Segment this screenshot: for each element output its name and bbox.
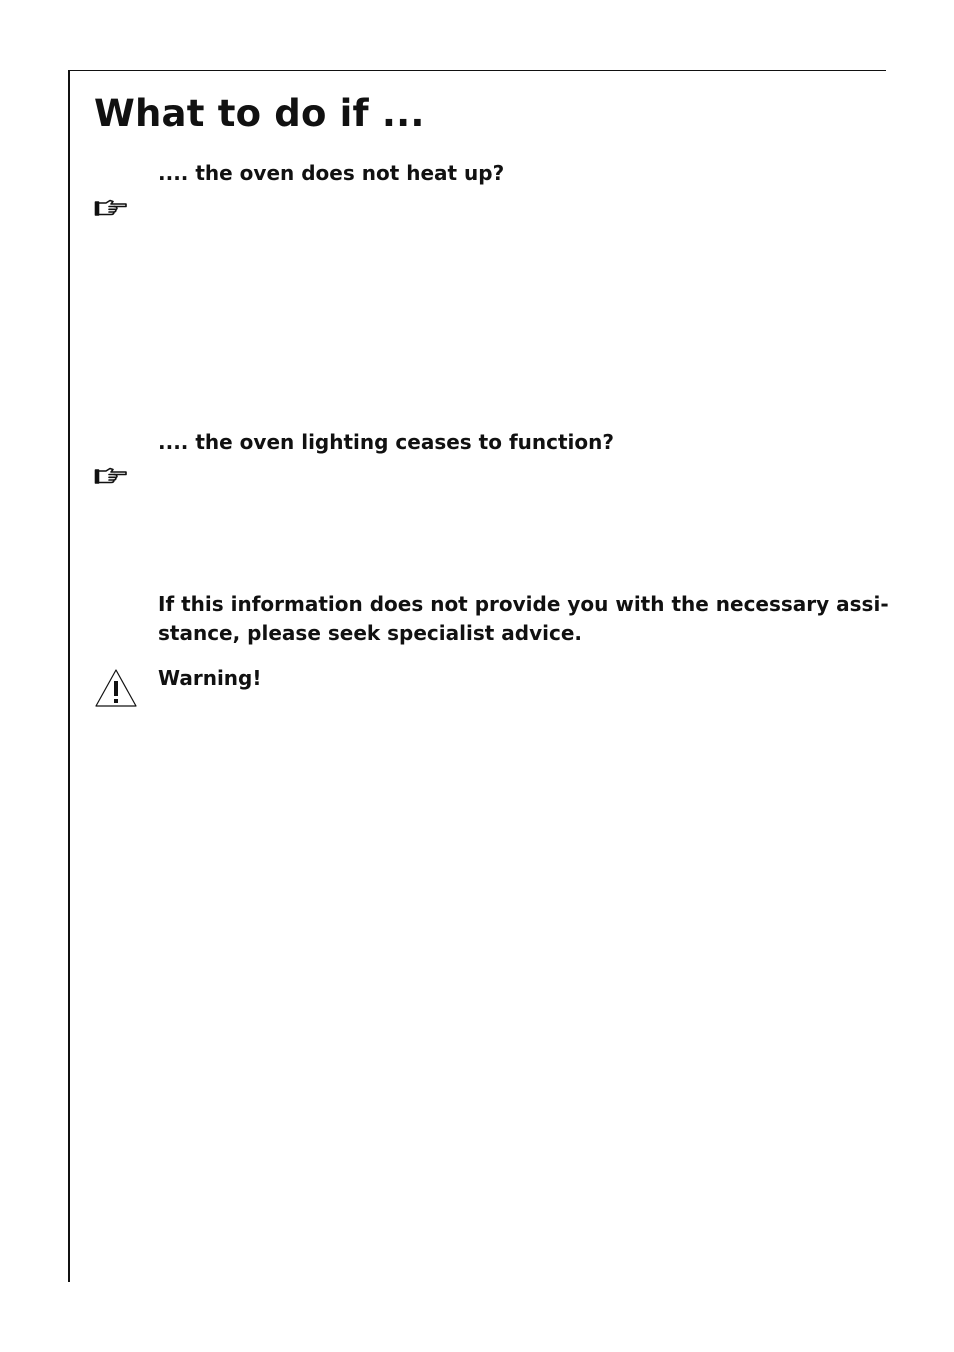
section-heading-lighting: .... the oven lighting ceases to function? — [158, 430, 614, 454]
info-line-1: If this information does not provide you with the necessary assi- — [158, 592, 889, 616]
specialist-advice-note — [158, 590, 889, 648]
top-rule — [68, 70, 886, 71]
page-title: What to do if ... — [94, 92, 425, 135]
pointing-hand-icon — [94, 198, 128, 218]
left-margin-rule — [68, 70, 70, 1282]
warning-triangle-icon — [94, 668, 138, 708]
info-line-2: stance, please seek specialist advice. — [158, 621, 582, 645]
warning-label: Warning! — [158, 666, 262, 690]
section-heading-heat: .... the oven does not heat up? — [158, 161, 505, 185]
pointing-hand-icon — [94, 466, 128, 486]
